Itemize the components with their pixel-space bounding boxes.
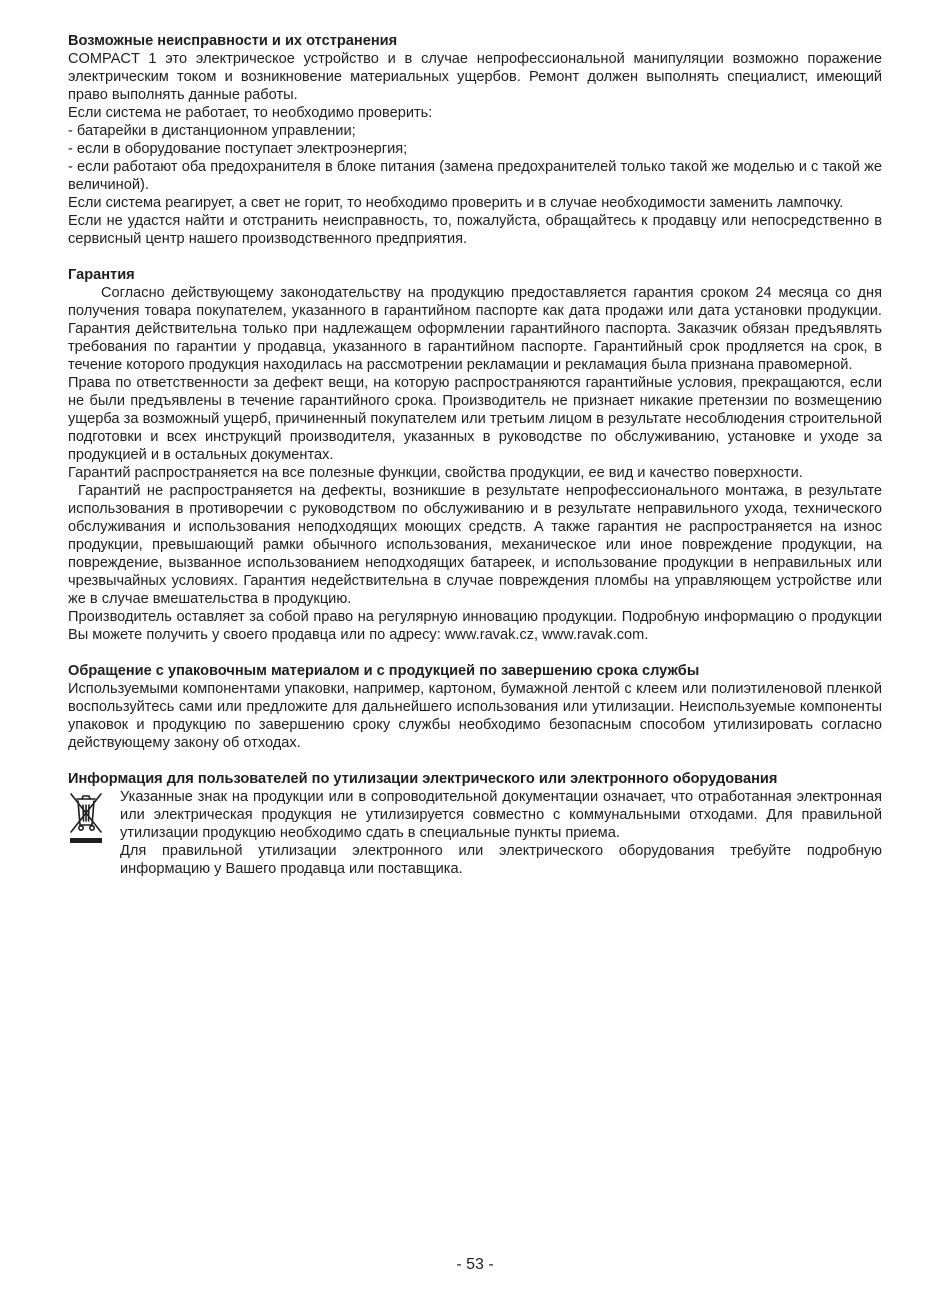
warranty-section [68, 266, 882, 644]
weee-info-paragraph: Для правильной утилизации электронного или электрического оборудования требуйте подробную информацию у Вашего продавца или поставщика. [120, 843, 882, 877]
warranty-title: Гарантия [68, 267, 135, 283]
document-page [68, 32, 882, 878]
faults-section [68, 32, 882, 248]
packaging-title: Обращение с упаковочным материалом и с продукцией по завершению срока службы [68, 663, 700, 679]
packaging-section [68, 662, 882, 752]
faults-check-paragraph: Если система не работает, то необходимо проверить: [68, 105, 433, 121]
weee-section [68, 770, 882, 878]
faults-title: Возможные неисправности и их отстранения [68, 33, 398, 49]
weee-body [68, 788, 882, 878]
faults-intro-paragraph: COMPACT 1 это электрическое устройство и в случае непрофессиональной манипуляции возможно поражение электрическим током и возникновение материальных ущербов. Ремонт должен выполнять специалист, имеющий право выполнять данные работы. [68, 51, 882, 103]
faults-service-paragraph: Если не удастся найти и отстранить неисправность, то, пожалуйста, обращайтесь к продавцу или непосредственно в сервисный центр нашего производственного предприятия. [68, 213, 882, 247]
page-number: - 53 - [456, 1256, 494, 1273]
weee-symbol-paragraph: Указанные знак на продукции или в сопроводительной документации означает, что отработанная электронная или электрическая продукция не утилизируется совместно с коммунальными отходами. Для правильной утилизации продукцию необходимо сдать в специальные пункты приема. [120, 789, 882, 841]
warranty-exclusions-paragraph: Гарантий не распространяется на дефекты, возникшие в результате непрофессионального монтажа, в результате использования в противоречии с руководством по обслуживанию и в результате неправильного ухода, технического обслуживания и использования неподходящих моющих средств. А также гарантия не распространяется на износ продукции, превышающий рамки обычного использования, механическое или иное повреждение продукции, на повреждение, вызванное использованием неподходящих батареек, и использование продукции в неправильных или чрезвычайных условиях. Гарантия недействительна в случае повреждения пломбы на управляющем устройстве или же в случае вмешательства в продукцию. [68, 483, 882, 607]
warranty-coverage-paragraph: Гарантий распространяется на все полезные функции, свойства продукции, ее вид и качество поверхности. [68, 465, 803, 481]
faults-list-item: - если в оборудование поступает электроэнергия; [68, 141, 408, 157]
weee-title: Информация для пользователей по утилизации электрического или электронного оборудования [68, 771, 778, 787]
warranty-innovation-paragraph: Производитель оставляет за собой право на регулярную инновацию продукции. Подробную информацию о продукции Вы можете получить у своего продавца или по адресу: www.ravak.cz, www.ravak.com. [68, 609, 882, 643]
warranty-terms-paragraph: Согласно действующему законодательству на продукцию предоставляется гарантия сроком 24 месяца со дня получения товара покупателем, указанного в гарантийном паспорте как дата продажи или дата установки продукции. Гарантия действительна только при надлежащем оформлении гарантийного паспорта. Заказчик обязан предъявлять требования по гарантии у продавца, указанного в гарантийном паспорте. Гарантийный срок продляется на срок, в течение которого продукция находилась на рассмотрении рекламации и рекламация была признана правомерной. [68, 285, 882, 373]
faults-list-item: - если работают оба предохранителя в блоке питания (замена предохранителей только такой же моделью и с такой же величиной). [68, 159, 882, 193]
faults-list-item: - батарейки в дистанционном управлении; [68, 123, 356, 139]
crossed-out-wheelie-bin-icon [68, 790, 104, 844]
packaging-paragraph: Используемыми компонентами упаковки, например, картоном, бумажной лентой с клеем или полиэтиленовой пленкой воспользуйтесь сами или предложите для дальнейшего использования или утилизации. Неиспользуемые компоненты упаковок и продукцию по завершению сроку службы необходимо безопасным способом утилизировать согласно действующему закону об отходах. [68, 681, 882, 751]
faults-lamp-paragraph: Если система реагирует, а свет не горит, то необходимо проверить и в случае необходимости заменить лампочку. [68, 195, 844, 211]
warranty-liability-paragraph: Права по ответственности за дефект вещи, на которую распространяются гарантийные условия, прекращаются, если не были предъявлены в течение гарантийного срока. Производитель не признает никакие претензии по возмещению ущерба за возможный ущерб, причиненный покупателем или третьим лицом в результате несоблюдения строительной подготовки и всех инструкций производителя, указанных в руководстве по обслуживанию, установке и уходе за продукцией и в остальных документах. [68, 375, 882, 463]
